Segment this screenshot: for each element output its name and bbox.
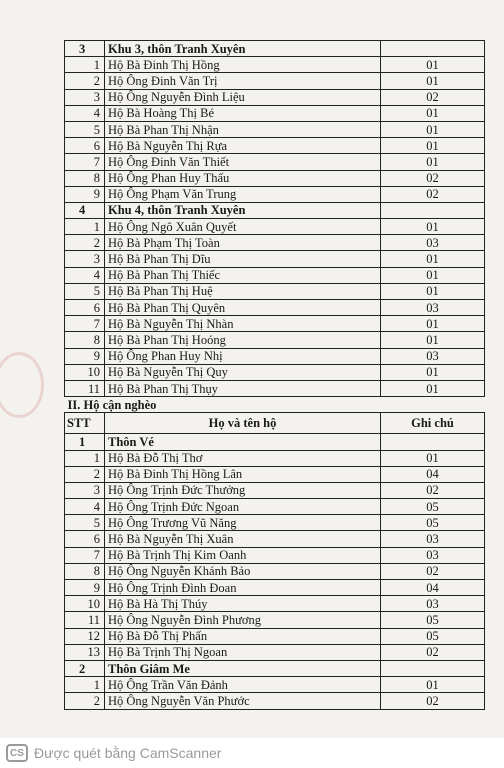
row-stt: 7 [65, 154, 105, 170]
row-household-name: Hộ Bà Nguyễn Thị Rựa [105, 138, 381, 154]
table-row [65, 138, 485, 154]
row-household-name: Hộ Ông Trần Văn Đảnh [105, 677, 381, 693]
section-row [65, 660, 485, 676]
row-household-name: Hộ Bà Nguyễn Thị Nhàn [105, 316, 381, 332]
table-row [65, 105, 485, 121]
row-note: 01 [381, 332, 485, 348]
row-note: 01 [381, 73, 485, 89]
row-note: 02 [381, 170, 485, 186]
column-header-row [65, 413, 485, 434]
row-note: 03 [381, 547, 485, 563]
table-row [65, 580, 485, 596]
row-household-name: Hộ Bà Hà Thị Thúy [105, 596, 381, 612]
row-note: 03 [381, 348, 485, 364]
row-household-name: Hộ Bà Nguyễn Thị Xuân [105, 531, 381, 547]
row-note: 01 [381, 364, 485, 380]
table-row [65, 267, 485, 283]
row-household-name: Hộ Bà Phan Thị Thiếc [105, 267, 381, 283]
table-row [65, 283, 485, 299]
table-row [65, 73, 485, 89]
row-stt: 4 [65, 105, 105, 121]
table-row [65, 531, 485, 547]
row-household-name: Hộ Bà Phan Thị Dĩu [105, 251, 381, 267]
header-name: Họ và tên hộ [105, 413, 381, 434]
section-number: 3 [65, 41, 105, 57]
table-row [65, 515, 485, 531]
row-stt: 9 [65, 580, 105, 596]
row-note: 01 [381, 121, 485, 137]
row-stt: 1 [65, 450, 105, 466]
section-number: 4 [65, 202, 105, 218]
row-household-name: Hộ Ông Nguyễn Khánh Bảo [105, 563, 381, 579]
table-row [65, 612, 485, 628]
row-stt: 9 [65, 186, 105, 202]
row-household-name: Hộ Ông Nguyễn Văn Phước [105, 693, 381, 709]
table-row [65, 251, 485, 267]
row-household-name: Hộ Bà Nguyễn Thị Quy [105, 364, 381, 380]
table-row [65, 332, 485, 348]
camscanner-footer-text: Được quét bằng CamScanner [34, 745, 222, 761]
header-stt: STT [65, 413, 105, 434]
table-row [65, 57, 485, 73]
group-heading: II. Hộ cận nghèo [65, 397, 485, 413]
row-note: 03 [381, 596, 485, 612]
row-stt: 6 [65, 531, 105, 547]
row-household-name: Hộ Bà Phan Thị Nhận [105, 121, 381, 137]
row-household-name: Hộ Ông Phạm Văn Trung [105, 186, 381, 202]
section-title: Khu 3, thôn Tranh Xuyên [105, 41, 381, 57]
row-note: 02 [381, 693, 485, 709]
table-row [65, 563, 485, 579]
row-stt: 9 [65, 348, 105, 364]
row-note: 02 [381, 482, 485, 498]
table-row [65, 235, 485, 251]
row-note: 01 [381, 283, 485, 299]
row-note: 01 [381, 380, 485, 396]
row-note: 03 [381, 531, 485, 547]
household-table-body [65, 41, 485, 710]
row-stt: 6 [65, 300, 105, 316]
row-stt: 2 [65, 693, 105, 709]
table-row [65, 154, 485, 170]
row-household-name: Hộ Ông Đinh Văn Thiết [105, 154, 381, 170]
row-household-name: Hộ Bà Phan Thị Huệ [105, 283, 381, 299]
row-note: 01 [381, 316, 485, 332]
table-row [65, 219, 485, 235]
table-row [65, 170, 485, 186]
row-household-name: Hộ Bà Đỗ Thị Phấn [105, 628, 381, 644]
section-title: Thôn Vé [105, 434, 381, 450]
row-note: 01 [381, 138, 485, 154]
row-stt: 4 [65, 267, 105, 283]
row-stt: 7 [65, 547, 105, 563]
table-row [65, 628, 485, 644]
row-stt: 13 [65, 644, 105, 660]
header-note: Ghi chú [381, 413, 485, 434]
row-household-name: Hộ Ông Trương Vũ Năng [105, 515, 381, 531]
group-heading-row [65, 397, 485, 413]
row-stt: 8 [65, 170, 105, 186]
row-note: 05 [381, 515, 485, 531]
row-stt: 11 [65, 380, 105, 396]
document-sheet [64, 40, 484, 710]
row-note: 02 [381, 644, 485, 660]
row-household-name: Hộ Ông Phan Huy Thấu [105, 170, 381, 186]
row-household-name: Hộ Ông Nguyễn Đình Liệu [105, 89, 381, 105]
row-note: 03 [381, 300, 485, 316]
row-household-name: Hộ Bà Đinh Thị Hồng Lân [105, 466, 381, 482]
table-row [65, 316, 485, 332]
table-row [65, 644, 485, 660]
row-note: 04 [381, 466, 485, 482]
row-stt: 2 [65, 235, 105, 251]
row-note: 01 [381, 219, 485, 235]
table-row [65, 380, 485, 396]
row-household-name: Hộ Bà Phan Thị Quyên [105, 300, 381, 316]
table-row [65, 482, 485, 498]
row-stt: 12 [65, 628, 105, 644]
row-note: 01 [381, 105, 485, 121]
row-household-name: Hộ Ông Đinh Văn Trị [105, 73, 381, 89]
row-stt: 2 [65, 466, 105, 482]
row-stt: 3 [65, 251, 105, 267]
row-note: 01 [381, 57, 485, 73]
row-household-name: Hộ Bà Trịnh Thị Ngoan [105, 644, 381, 660]
section-row [65, 434, 485, 450]
row-stt: 8 [65, 563, 105, 579]
row-note: 02 [381, 186, 485, 202]
section-number: 1 [65, 434, 105, 450]
row-note: 04 [381, 580, 485, 596]
table-row [65, 300, 485, 316]
row-household-name: Hộ Bà Đinh Thị Hồng [105, 57, 381, 73]
row-note: 01 [381, 677, 485, 693]
row-household-name: Hộ Ông Phan Huy Nhị [105, 348, 381, 364]
table-row [65, 499, 485, 515]
row-note: 02 [381, 89, 485, 105]
row-stt: 7 [65, 316, 105, 332]
row-household-name: Hộ Bà Trịnh Thị Kim Oanh [105, 547, 381, 563]
row-stt: 10 [65, 364, 105, 380]
row-household-name: Hộ Bà Phan Thị Thụy [105, 380, 381, 396]
table-row [65, 89, 485, 105]
row-stt: 10 [65, 596, 105, 612]
section-number: 2 [65, 660, 105, 676]
table-row [65, 547, 485, 563]
table-row [65, 186, 485, 202]
camscanner-footer [0, 738, 504, 768]
red-stamp-mark [0, 352, 44, 418]
section-note [381, 41, 485, 57]
row-note: 01 [381, 154, 485, 170]
section-note [381, 202, 485, 218]
row-note: 05 [381, 499, 485, 515]
table-row [65, 693, 485, 709]
table-row [65, 364, 485, 380]
row-stt: 4 [65, 499, 105, 515]
table-row [65, 348, 485, 364]
section-row [65, 41, 485, 57]
row-stt: 11 [65, 612, 105, 628]
row-household-name: Hộ Ông Trịnh Đức Ngoan [105, 499, 381, 515]
row-stt: 5 [65, 283, 105, 299]
row-note: 05 [381, 612, 485, 628]
row-household-name: Hộ Ông Ngô Xuân Quyết [105, 219, 381, 235]
row-household-name: Hộ Ông Trịnh Đức Thưởng [105, 482, 381, 498]
household-table [64, 40, 485, 710]
table-row [65, 677, 485, 693]
row-note: 03 [381, 235, 485, 251]
table-row [65, 450, 485, 466]
row-stt: 1 [65, 219, 105, 235]
row-stt: 1 [65, 677, 105, 693]
section-note [381, 434, 485, 450]
row-stt: 3 [65, 482, 105, 498]
row-stt: 8 [65, 332, 105, 348]
section-row [65, 202, 485, 218]
row-stt: 3 [65, 89, 105, 105]
row-note: 05 [381, 628, 485, 644]
row-stt: 2 [65, 73, 105, 89]
table-row [65, 121, 485, 137]
row-stt: 5 [65, 515, 105, 531]
row-household-name: Hộ Bà Đỗ Thị Thơ [105, 450, 381, 466]
row-stt: 6 [65, 138, 105, 154]
row-household-name: Hộ Bà Phan Thị Hoóng [105, 332, 381, 348]
row-stt: 5 [65, 121, 105, 137]
row-note: 01 [381, 267, 485, 283]
row-note: 01 [381, 251, 485, 267]
row-note: 01 [381, 450, 485, 466]
row-household-name: Hộ Ông Trịnh Đình Đoan [105, 580, 381, 596]
row-note: 02 [381, 563, 485, 579]
section-title: Thôn Giâm Me [105, 660, 381, 676]
row-household-name: Hộ Ông Nguyễn Đình Phương [105, 612, 381, 628]
camscanner-logo-icon: CS [6, 744, 28, 762]
row-stt: 1 [65, 57, 105, 73]
row-household-name: Hộ Bà Hoàng Thị Bé [105, 105, 381, 121]
section-note [381, 660, 485, 676]
table-row [65, 466, 485, 482]
table-row [65, 596, 485, 612]
row-household-name: Hộ Bà Phạm Thị Toàn [105, 235, 381, 251]
section-title: Khu 4, thôn Tranh Xuyên [105, 202, 381, 218]
